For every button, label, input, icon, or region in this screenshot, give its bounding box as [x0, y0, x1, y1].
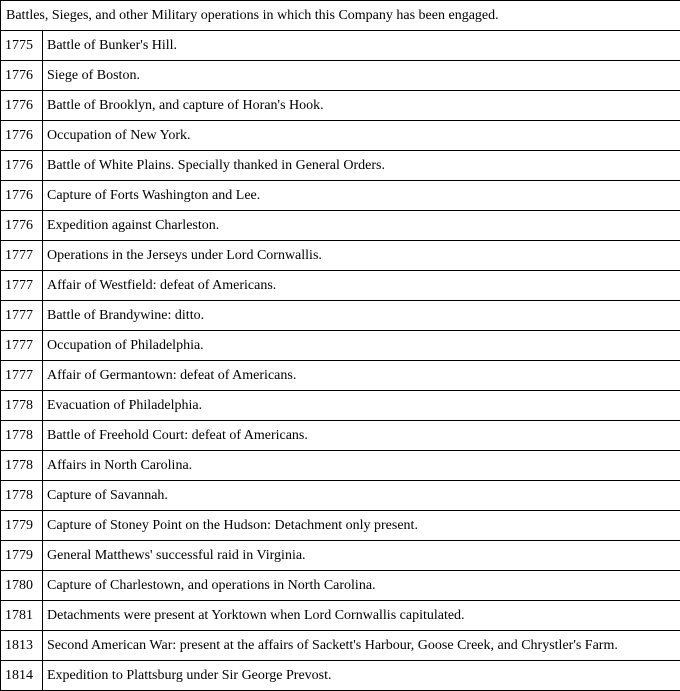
year-cell: 1777 [1, 271, 43, 301]
year-cell: 1777 [1, 301, 43, 331]
event-cell: Capture of Savannah. [43, 481, 680, 511]
table-row [1, 151, 680, 181]
table-row [1, 331, 680, 361]
table-heading-row [1, 1, 680, 31]
table-row [1, 571, 680, 601]
year-cell: 1776 [1, 181, 43, 211]
table-heading: Battles, Sieges, and other Military operations in which this Company has been engaged. [1, 1, 680, 31]
year-cell: 1776 [1, 211, 43, 241]
year-cell: 1776 [1, 121, 43, 151]
event-cell: Affair of Germantown: defeat of Americans. [43, 361, 680, 391]
event-cell: Affair of Westfield: defeat of Americans. [43, 271, 680, 301]
year-cell: 1779 [1, 511, 43, 541]
table-row [1, 211, 680, 241]
year-cell: 1781 [1, 601, 43, 631]
table-row [1, 451, 680, 481]
table-row [1, 241, 680, 271]
table-row [1, 121, 680, 151]
year-cell: 1776 [1, 151, 43, 181]
table-body [1, 1, 680, 691]
year-cell: 1814 [1, 661, 43, 691]
event-cell: Battle of Brandywine: ditto. [43, 301, 680, 331]
year-cell: 1779 [1, 541, 43, 571]
table-row [1, 271, 680, 301]
event-cell: Operations in the Jerseys under Lord Cornwallis. [43, 241, 680, 271]
table-row [1, 511, 680, 541]
table-row [1, 301, 680, 331]
table-row [1, 181, 680, 211]
event-cell: Expedition to Plattsburg under Sir George Prevost. [43, 661, 680, 691]
year-cell: 1776 [1, 91, 43, 121]
event-cell: Capture of Stoney Point on the Hudson: Detachment only present. [43, 511, 680, 541]
event-cell: Occupation of New York. [43, 121, 680, 151]
event-cell: Battle of White Plains. Specially thanked in General Orders. [43, 151, 680, 181]
event-cell: Detachments were present at Yorktown when Lord Cornwallis capitulated. [43, 601, 680, 631]
year-cell: 1778 [1, 421, 43, 451]
year-cell: 1813 [1, 631, 43, 661]
event-cell: Capture of Forts Washington and Lee. [43, 181, 680, 211]
event-cell: Battle of Brooklyn, and capture of Horan's Hook. [43, 91, 680, 121]
table-row [1, 421, 680, 451]
table-row [1, 631, 680, 661]
year-cell: 1777 [1, 361, 43, 391]
event-cell: Expedition against Charleston. [43, 211, 680, 241]
year-cell: 1778 [1, 391, 43, 421]
event-cell: Siege of Boston. [43, 61, 680, 91]
event-cell: Second American War: present at the affairs of Sackett's Harbour, Goose Creek, and Chrystler's Farm. [43, 631, 680, 661]
table-row [1, 91, 680, 121]
event-cell: Occupation of Philadelphia. [43, 331, 680, 361]
event-cell: Battle of Freehold Court: defeat of Americans. [43, 421, 680, 451]
year-cell: 1778 [1, 481, 43, 511]
table-row [1, 481, 680, 511]
event-cell: Affairs in North Carolina. [43, 451, 680, 481]
year-cell: 1780 [1, 571, 43, 601]
event-cell: Capture of Charlestown, and operations in North Carolina. [43, 571, 680, 601]
table-row [1, 61, 680, 91]
table-row [1, 31, 680, 61]
table-row [1, 361, 680, 391]
event-cell: Evacuation of Philadelphia. [43, 391, 680, 421]
year-cell: 1776 [1, 61, 43, 91]
year-cell: 1775 [1, 31, 43, 61]
table-row [1, 601, 680, 631]
event-cell: General Matthews' successful raid in Virginia. [43, 541, 680, 571]
event-cell: Battle of Bunker's Hill. [43, 31, 680, 61]
year-cell: 1777 [1, 241, 43, 271]
year-cell: 1777 [1, 331, 43, 361]
table-row [1, 661, 680, 691]
table-row [1, 391, 680, 421]
table-row [1, 541, 680, 571]
year-cell: 1778 [1, 451, 43, 481]
